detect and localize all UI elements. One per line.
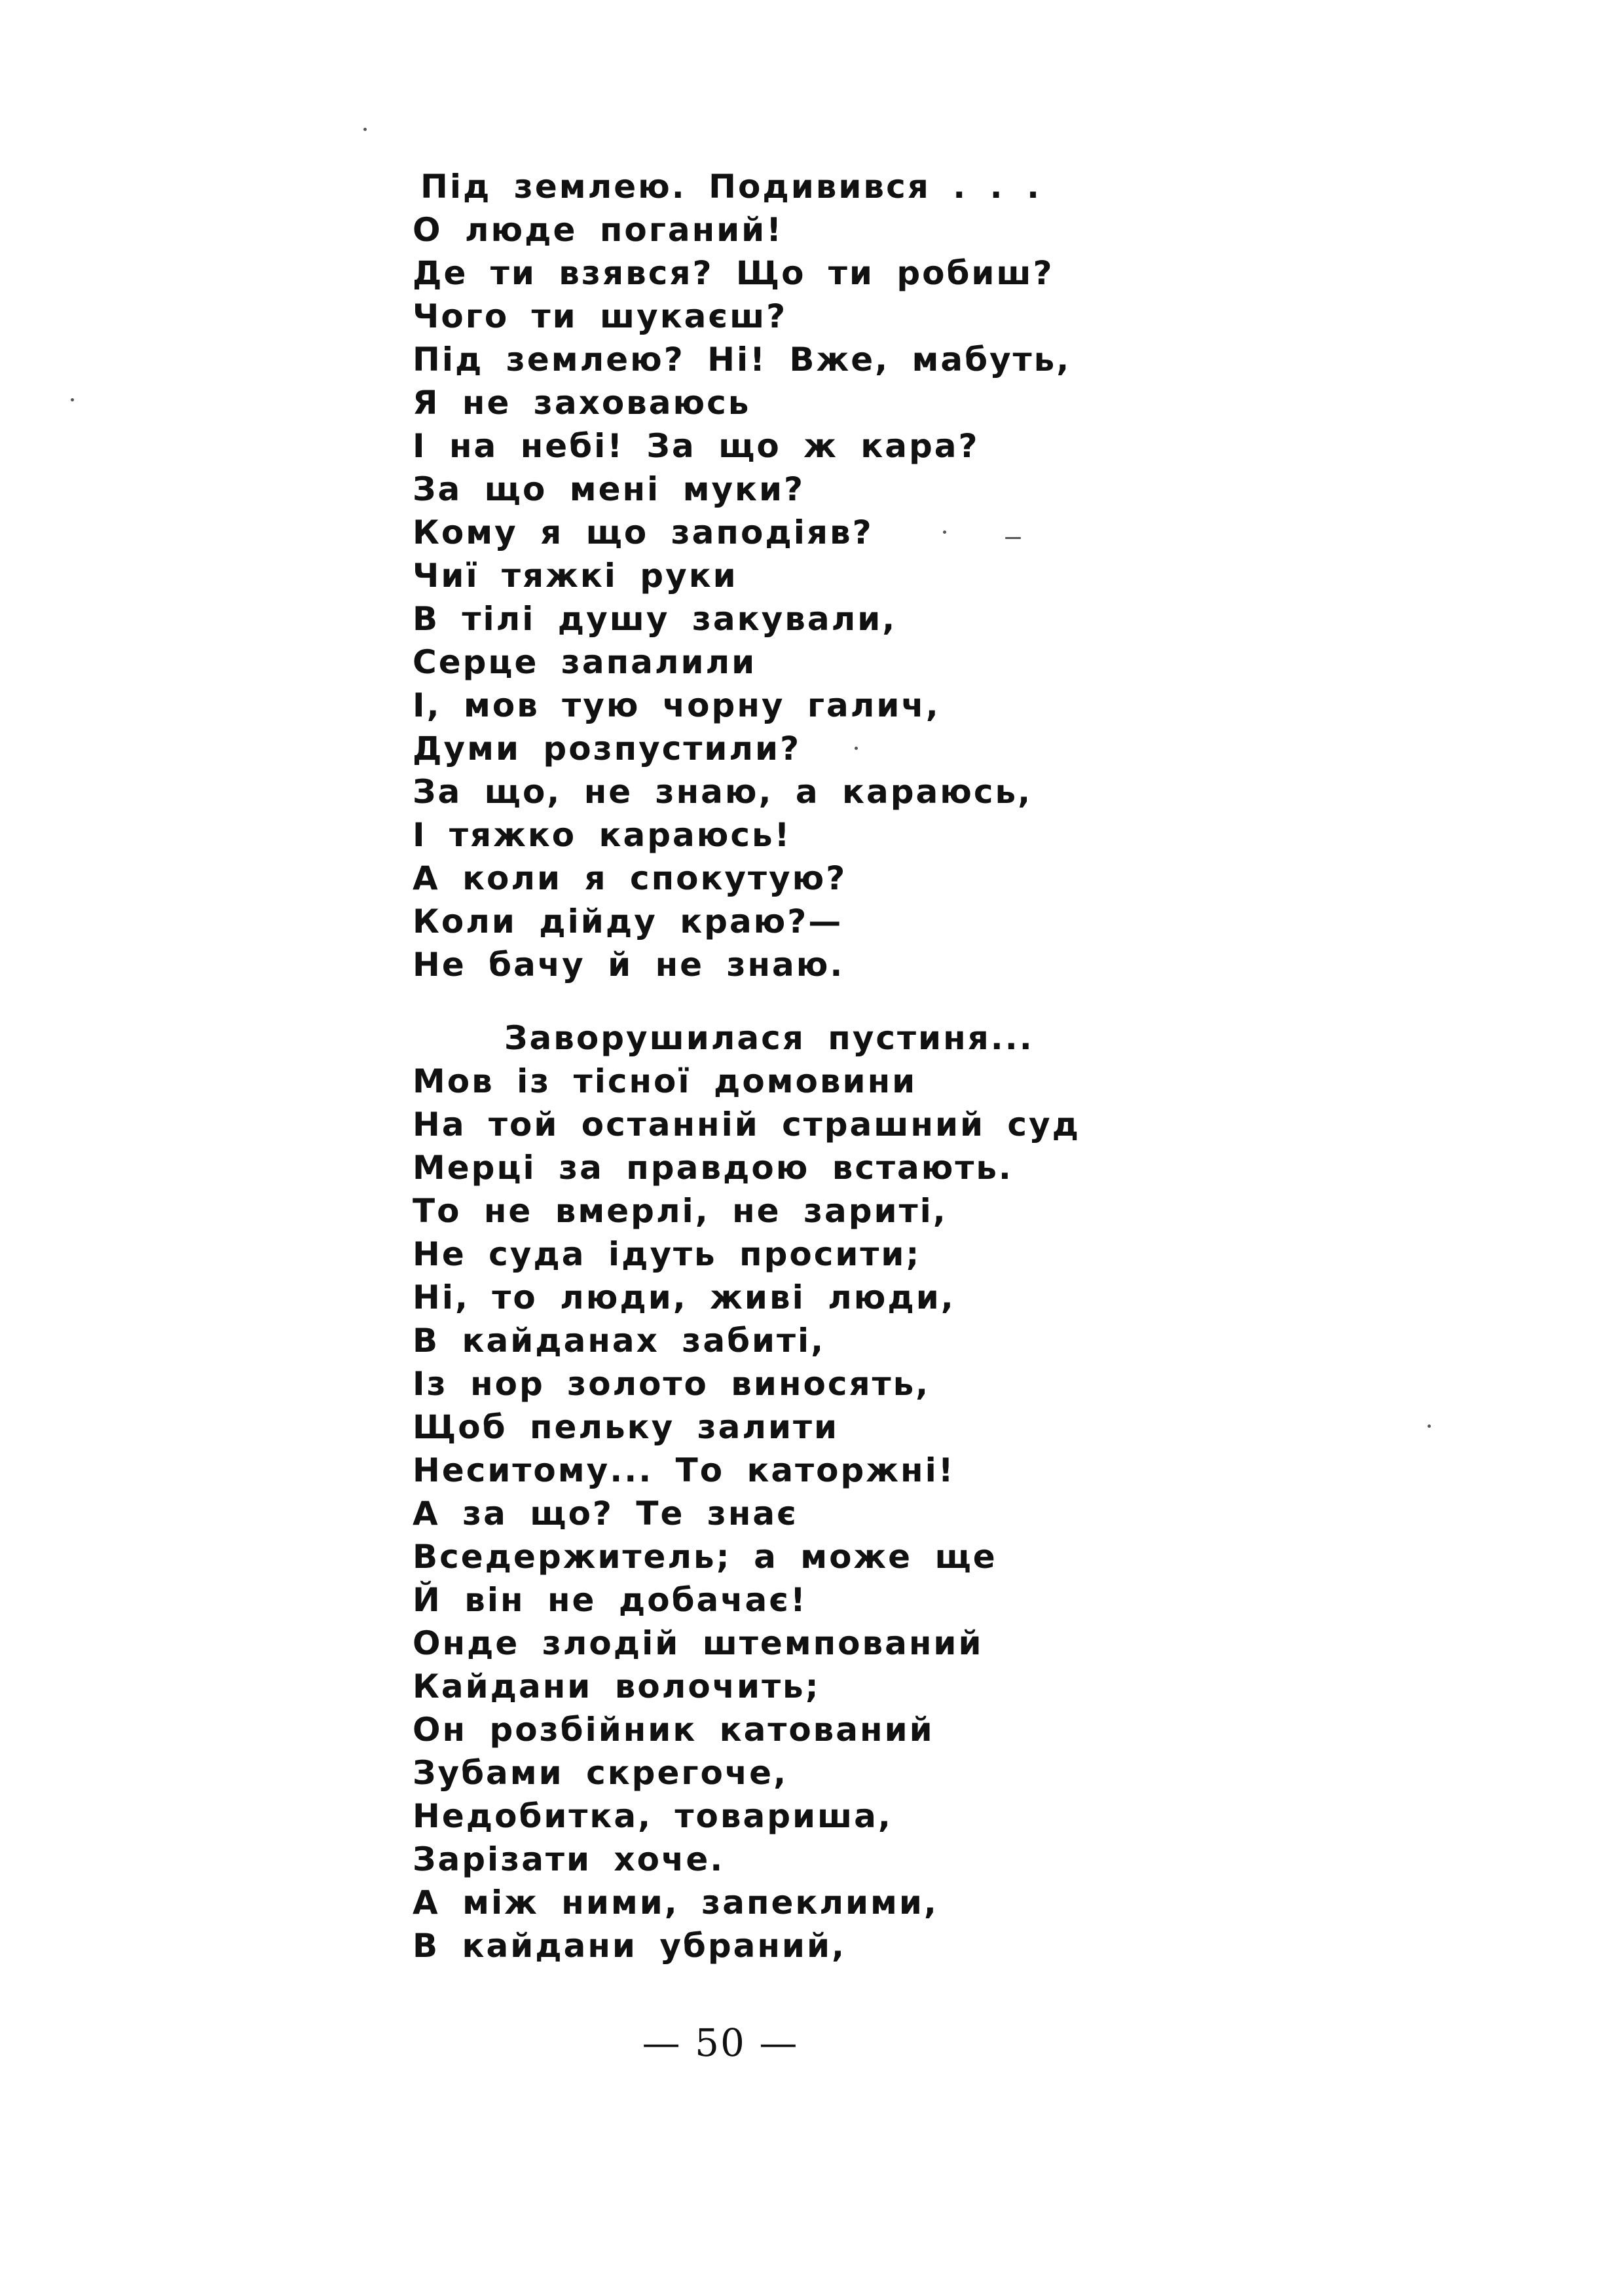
verse-line: Під землею? Ні! Вже, мабуть, [413, 341, 1071, 379]
verse-line: Чого ти шукаєш? [413, 297, 788, 335]
verse-line: І, мов тую чорну галич, [413, 686, 940, 724]
verse-line: В тілі душу закували, [413, 600, 897, 638]
verse-line: Серце запалили [413, 643, 757, 681]
verse-line: А коли я спокутую? [413, 859, 847, 897]
verse-line: Коли дійду краю?— [413, 903, 843, 940]
verse-line: Онде злодій штемпований [413, 1624, 984, 1662]
verse-line: Я не заховаюсь [413, 384, 751, 422]
verse-line: Й він не добачає! [413, 1581, 807, 1619]
stanza-1 [413, 165, 1071, 986]
verse-line: А за що? Те знає [413, 1495, 798, 1533]
scan-speck [71, 398, 74, 401]
verse-line: За що, не знаю, а караюсь, [413, 773, 1033, 811]
verse-line: Думи розпустили? [413, 730, 802, 768]
verse-line: Зубами скрегоче, [413, 1754, 788, 1792]
page-number: — 50 — [642, 2020, 799, 2065]
verse-line: Де ти взявся? Що ти робиш? [413, 254, 1054, 292]
verse-line: Мерці за правдою встають. [413, 1149, 1013, 1187]
verse-line: Чиї тяжкі руки [413, 557, 738, 595]
scan-speck [855, 747, 858, 750]
scan-speck [1428, 1424, 1431, 1428]
verse-line: Не суда ідуть просити; [413, 1235, 921, 1273]
verse-line: За що мені муки? [413, 470, 805, 508]
verse-line: Кайдани волочить; [413, 1667, 821, 1705]
verse-line: А між ними, запеклими, [413, 1884, 938, 1922]
verse-line: Не бачу й не знаю. [413, 946, 845, 984]
scan-speck [363, 128, 367, 131]
scan-speck [943, 530, 946, 534]
verse-line: Неситому... То каторжні! [413, 1451, 955, 1489]
verse-line: Недобитка, товариша, [413, 1797, 893, 1835]
verse-line: І тяжко караюсь! [413, 816, 792, 854]
verse-line: Щоб пельку залити [413, 1408, 840, 1446]
verse-line: На той останній страшний суд [413, 1106, 1081, 1144]
verse-line: Он розбійник катований [413, 1711, 934, 1749]
verse-line: Кому я що заподіяв? [413, 513, 874, 551]
verse-line: То не вмерлі, не зариті, [413, 1192, 948, 1230]
verse-line: О люде поганий! [413, 211, 784, 249]
stanza-2 [413, 1016, 1080, 1967]
verse-line: Із нор золото виносять, [413, 1365, 931, 1403]
verse-line: Мов із тісної домовини [413, 1062, 917, 1100]
verse-line: Вседержитель; а може ще [413, 1538, 997, 1576]
scan-speck [1005, 537, 1021, 539]
verse-line: Зарізати хоче. [413, 1840, 725, 1878]
verse-line: І на небі! За що ж кара? [413, 427, 980, 465]
verse-line: Ні, то люди, живі люди, [413, 1278, 955, 1316]
verse-line: В кайдани убраний, [413, 1927, 846, 1965]
verse-line: Заворушилася пустиня... [504, 1019, 1034, 1057]
verse-line: Під землею. Подивився . . . [420, 168, 1042, 206]
verse-line: В кайданах забиті, [413, 1322, 826, 1360]
